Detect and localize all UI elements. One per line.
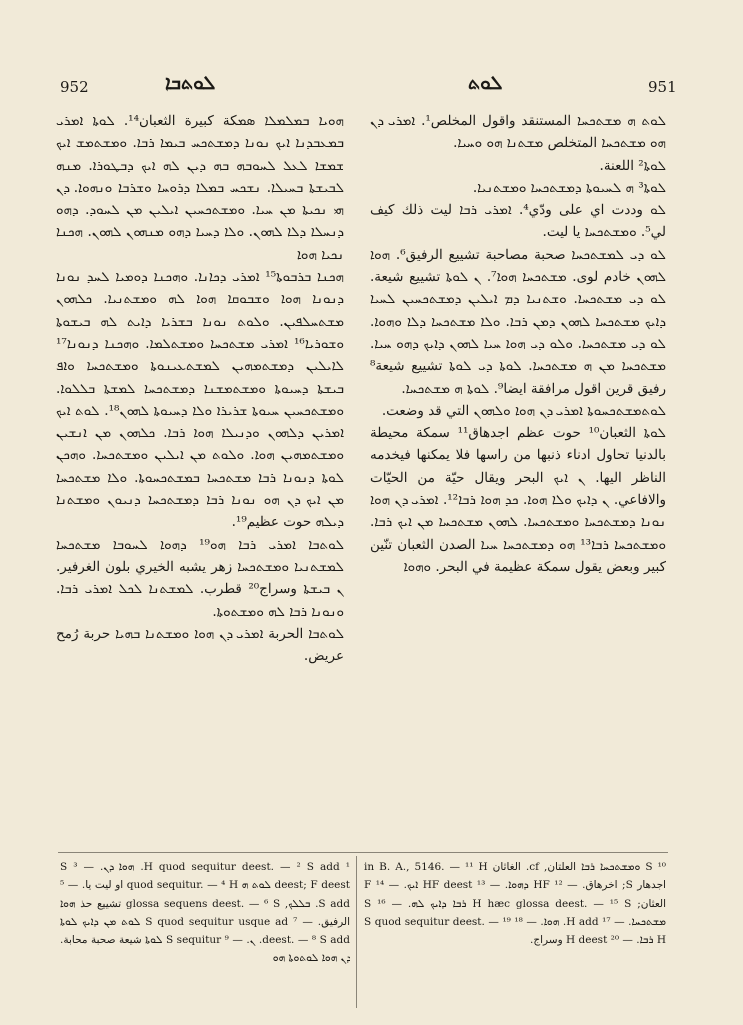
footnotes-right [364, 858, 666, 1008]
paragraph: ܠܘܬܐ² اللعنة. [599, 157, 666, 174]
footnote-text: ¹ H quod sequitur deest. — ² S add. ܗܘܐ ܕܢ. — ³ S deest; F deest ܠܘܬ ܗ quod sequitur. — ⁴ H او ليت يا. — ⁵ S add. ܒܠܠܟ, glossa sequens deest. — ⁶ S تشييع حذ ܗܘܐ الرفيق. — ⁷ S quod sequitur usque ad ܠܘܬ ܡܢ ܕܐܝܟ ܠܘܬܐ deest. — ⁸ S add. ܢ. — ⁹ S sequitur ܠܘܬܐ شيعة صحبة محابة. ܕܢ ܗܘܐ ܠܘܬܘܬܐ ܗܘ [60, 861, 350, 965]
running-title-right: ܠܘܬ [468, 72, 503, 94]
paragraph: ܠܘܬܒܐ الحربة ܐܡܪܝ ܕܢ ܗܘܐ ܘܡܫܬܢܐ ܒܗܝܐ حربة رُمح عريض. [56, 625, 344, 665]
paragraph: ܠܘܬܐ³ ܗ ܠܚܝܘܬܐ ܕܡܫܬܟܚܐ ܘܡܫܬܢܝܐ. [472, 179, 666, 196]
page-number-left: 952 [60, 78, 89, 96]
footnote-text: ¹⁰ S ܘܡܫܬܟܚܐ ܪܒܐ العلتان, cf. الغاثان in B. A., 5146. — ¹¹ H اجدهار S; اخرهاق. — ¹² HF ܕܗܘܐ. — ¹³ HF deest ܐܝܟ. — ¹⁴ F العثان; H hæc glossa deest. — ¹⁵ S ܪܒܐ ܕܐܝܟ ܠܗ. — ¹⁶ S ܡܫܬܟܚܐ. — ¹⁷ H add. ܗܘܐ. — ¹⁸ S quod sequitur deest. — ¹⁹ H ܪܒܐ. — ²⁰ H deest وسراج. [364, 861, 666, 947]
right-text-column [370, 110, 666, 815]
paragraph: ܠܘܬܒܐ ܐܡܪܝ ܪܒܐ ܗܘ¹⁹ ܕܗܘܐ ܠܚܘܒܐ ܡܫܬܟܚܐ ܠܡܫܬܢܝܐ ܘܡܫܬܟܚܐ زهر يشبه الخيري بلون الغرفير. ܢ ܒܝܫܬܐ وسراج²⁰ قطرب. ܠܡܫܬܢܐ ܠܟܠ ܐܡܪܝ ܪܒܐ. ܘܢܘܢܐ ܪܒܐ ܠܗ ܘܡܫܬܘܬܐ. [56, 536, 344, 620]
paragraph: ܠܘ ܕܝ ܠܡܫܬܟܚܐ صحبة مصاحبة تشييع الرفيق⁶. ܗܘܐ ܠܗܘܢ خادم لوى. ܡܫܬܟܚܐ ܗܘܐ⁷. ܢ ܠܘܬܐ تشييع شيعة. ܠܘ ܕܝ ܡܫܬܟܚܐ. ܘܫܬܢܝܐ ܕܡ ܐܝܠܝܢ ܕܡܫܬܟܚܝܢ ܠܚܝܐ ܕܐܝܟ ܡܫܬܟܚܐ ܠܗܘܢ ܕܡܢ ܪܒܐ. ܘܠܐ ܡܫܬܟܚܐ ܕܠܐ ܘܗܘܐ. ܠܘ ܕܝ ܡܫܬܟܚܐ. ܘܠܘ ܕܝ ܗܘܐ ܚܝܐ ܠܗܘܢ ܕܐܝܟ ܕܗܘ ܚܝܐ. ܡܫܬܟܚܐ ܡܢ ܗ ܡܫܬܟܚܐ. ܠܘܬܐ ܕܝ ܠܘܬܐ تشييع شيعة⁸ رفيق قرين اقول مرافقة ايضا⁹. ܠܘܬܐ ܗ ܡܫܬܟܚܐ. [370, 246, 666, 397]
footnotes-left [60, 858, 350, 1008]
paragraph: ܠܘ وددت اي على ودّي⁴. ܐܡܪܝ ܪܒܐ ليت ذلك كيف لي⁵. ܘܡܫܬܟܚܐ يا ليت. [370, 202, 666, 241]
footnote-divider [58, 852, 668, 853]
paragraph: ܗܘܝܐ ܒܡܠܡܠܐ ܣܡكة كبيرة الثعبان¹⁴. ܠܘܬܐ ܐܡܪܝ ܒܡܥܒܕܢܐ ܐܝܟ ܢܘܢܐ ܕܡܫܬܟܚ ܒܝܡܐ ܪܒܐ. ܘܡܫܬܡܫ ܐܝܟ ܫܡܫܐ ܠܥܠ ܠܚܘܒܗ ܒܗ ܕܝܢ ܠܗ ܐܝܟ ܕܒܛܘܪܐ. ܡܢܗ ܠܒܝܫܬܐ ܒܚܝܠܐ. ܢܫܟܚ ܒܡܠܐ ܕܪܘܚܐ ܘܫܪܒܐ ܘܢܗܘܐ. ܕܢ ܗܝ ܢܟܝܬܐ ܡܢ ܚܝܐ. ܘܡܫܬܟܚܝܢ ܐܝܠܝܢ ܡܢ ܠܚܘܕ. ܕܗܘ ܕܢܚܠܐ ܕܠܐ ܠܗܘܢ. ܘܠܐ ܕܚܝܐ ܕܗܘ ܡܢܗܘܢ ܠܗܘܢ. ܗܟܢܐ ܢܟܝܐ ܗܘܐ [56, 113, 344, 263]
running-title-left: ܠܘܬܒܐ [165, 72, 216, 94]
left-text-column [56, 110, 344, 815]
page-number-right: 951 [648, 78, 677, 96]
paragraph: ܠܘܬ ܗ ܡܫܬܟܚܐ المستنقد واقول المخلص¹. ܐܡܪܝ ܕܢ ܗܘ ܡܫܬܟܚܐ المتخلص ܡܫܬܢܐ ܗܘ ܘܚܝܐ. [370, 113, 666, 152]
paragraph: ܠܘܬܡܫܬܟܚܘܬܐ ܐܡܪܝ ܕܢ ܗܘܐ ܘܠܗܘܢ التي قد وضعت. [381, 402, 666, 419]
paragraph: ܠܘܬܐ الثعبان¹⁰ حوت عظم اجدهاق¹¹ سمكة محيطة بالدنيا تحاول ادناء ذنبها من راسها فلا يمكنها فيخدمه الناظر اليها. ܢ ܐܝܟ البحر ويقال حيّة من الحيّات والافاعي. ܢ ܕܐܝܟ ܘܠܐ ܗܘܐ. ܟܕ ܗܘܐ ܪܒܐ¹². ܐܡܪܝ ܕܢ ܗܘܐ ܢܘܢܐ ܕܡܫܬܟܚܐ ܘܡܫܬܟܚܐ. ܠܗܘܢ ܡܫܬܟܚܐ ܡܢ ܐܝܟ ܪܒܐ. ܘܡܫܬܟܚܐ ܪܒܐ¹³ ܗܘ ܕܡܫܬܟܚܐ ܚܝܐ الصدن الثعبان تنّين كبير وبعض يقول سمكة عظيمة في البحر. ܘܗܘܐ [370, 425, 666, 575]
footnote-column-divider [356, 856, 357, 1008]
paragraph: ܗܟܢܐ ܒܪܒܘܬܐ¹⁵ ܐܡܪܝ ܕܟܐܢܐ. ܘܗܟܢܐ ܕܘܡܝܐ ܠܚܕ ܢܘܢܐ ܕܢܘܢܐ ܗܘܐ ܘܫܒܘܩܐ ܗܘܐ ܠܗ ܘܡܫܬܢܝܐ. ܟܠܗܘܢ ܡܫܬܚܠܦܝܢ. ܘܠܘܬ ܢܘܢܐ ܒܫܪܝܐ ܕܐܝܬ ܠܗ ܒܝܫܘܬܐ ܘܫܘܪܝܐ¹⁶ ܐܡܪܝ ܡܫܬܟܚܐ ܘܡܫܬܠܡܐ. ܘܗܟܢܐ ܕܢܘܢܐ¹⁷ ܠܐܝܠܝܢ ܕܡܫܬܡܗܝܢ ܠܡܫܬܥܝܢܘܬܐ ܘܡܫܬܟܚܐ ܘܐܦ ܒܝܫܬܐ ܕܚܝܘܬܐ ܘܡܫܬܡܫܢܐ ܕܡܫܬܟܚܐ ܠܡܫܬܐ ܒܠܠܘܐ. ܘܡܫܬܟܚܝܢ ܚܝܘܬܐ ܫܪܝܪܐ ܘܠܐ ܕܚܝܘܬܐ ܠܗܘܢ¹⁸. ܠܘܬ ܐܝܟ ܐܡܪܝܢ ܕܠܗܘܢ ܘܕܢܝܠܐ ܗܘܐ ܪܒܐ. ܟܠܗܘܢ ܡܢ ܐܢܫܝܢ ܘܡܫܬܡܗܝܢ ܗܘܐ. ܘܠܘܬ ܡܢ ܐܝܠܝܢ ܘܡܫܬܟܚܐ. ܘܗܟܢ ܠܘܬܐ ܕܢܘܢܐ ܪܒܐ ܡܫܬܟܚܐ ܒܡܫܬܟܚܘܬܐ. ܘܠܐ ܡܫܬܟܚܐ ܡܢ ܐܝܟ ܕܢ ܗܘ ܢܘܢܐ ܪܒܐ ܕܡܫܬܟܚܐ ܕܢܝܘܢ ܘܡܫܬܢܐ ܕܝܠܗ حوت عظيم¹⁹. [56, 269, 344, 531]
